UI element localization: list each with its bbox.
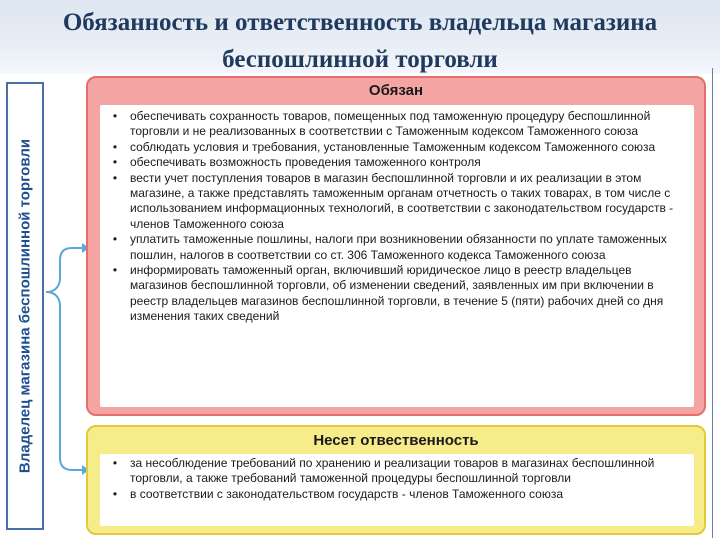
- bullet-icon: •: [112, 263, 118, 278]
- bullet-icon: •: [112, 232, 118, 247]
- obligations-list: [100, 105, 694, 325]
- list-item: [106, 109, 688, 140]
- responsibility-list: [100, 454, 694, 502]
- list-item: [106, 155, 688, 170]
- responsibility-body: [100, 454, 694, 526]
- obligations-header: Обязан: [368, 82, 424, 99]
- bullet-icon: •: [112, 139, 118, 154]
- list-item: [106, 232, 688, 263]
- list-item: [106, 263, 688, 325]
- responsibility-panel: [86, 425, 706, 535]
- list-item-text: обеспечивать возможность проведения таможенного контроля: [130, 155, 481, 170]
- owner-label-box: [6, 82, 44, 530]
- list-item-text: информировать таможенный орган, включивший юридическое лицо в реестр владельцев магазинов беспошлинной торговли, об изменении сведений, заявленных им при включении в реестр владельцев магазинов беспошлинной торговли, в течение 5 (пяти) рабочих дней со дня изменения таких сведений: [130, 263, 664, 324]
- list-item-text: за несоблюдение требований по хранению и реализации товаров в магазинах беспошлинной торговли, а также требований таможенной процедуры беспошлинной торговли: [130, 456, 655, 486]
- list-item-text: уплатить таможенные пошлины, налоги при возникновении обязанности по уплате таможенных пошлин, налогов в соответствии со ст. 306 Таможенного кодекса Таможенного союза: [130, 232, 667, 262]
- obligations-body: [100, 105, 694, 407]
- list-item-text: соблюдать условия и требования, установленные Таможенным кодексом Таможенного союза: [130, 139, 656, 154]
- bracket-line: [46, 292, 82, 470]
- bracket-connector: [44, 82, 90, 530]
- bullet-icon: •: [112, 109, 118, 123]
- slide-title: Обязанность и ответственность владельца магазина беспошлинной торговли: [62, 9, 658, 73]
- list-item-text: вести учет поступления товаров в магазин беспошлинной торговли и их реализации в этом магазине, а также представлять таможенным органам отчетность о таких товарах, в том числе с использованием информационных технологий, в соответствии с законодательством государств - членов Таможенного союза: [130, 170, 674, 231]
- owner-label: Владелец магазина беспошлинной торговли: [16, 138, 34, 474]
- obligations-panel: [86, 76, 706, 416]
- list-item-text: обеспечивать сохранность товаров, помещенных под таможенную процедуру беспошлинной торговли и не реализованных в соответствии с Таможенным кодексом Таможенного союза: [130, 109, 651, 139]
- list-item: [106, 171, 688, 233]
- bullet-icon: •: [112, 456, 118, 470]
- bullet-icon: •: [112, 155, 118, 170]
- bullet-icon: •: [112, 486, 118, 501]
- responsibility-header: Несет отвественность: [313, 432, 479, 449]
- bullet-icon: •: [112, 170, 118, 185]
- list-item: [106, 456, 688, 487]
- slide-divider-line: [712, 68, 713, 538]
- list-item-text: в соответствии с законодательством государств - членов Таможенного союза: [130, 486, 564, 501]
- list-item: [106, 487, 688, 502]
- bracket-line: [46, 248, 82, 292]
- list-item: [106, 140, 688, 155]
